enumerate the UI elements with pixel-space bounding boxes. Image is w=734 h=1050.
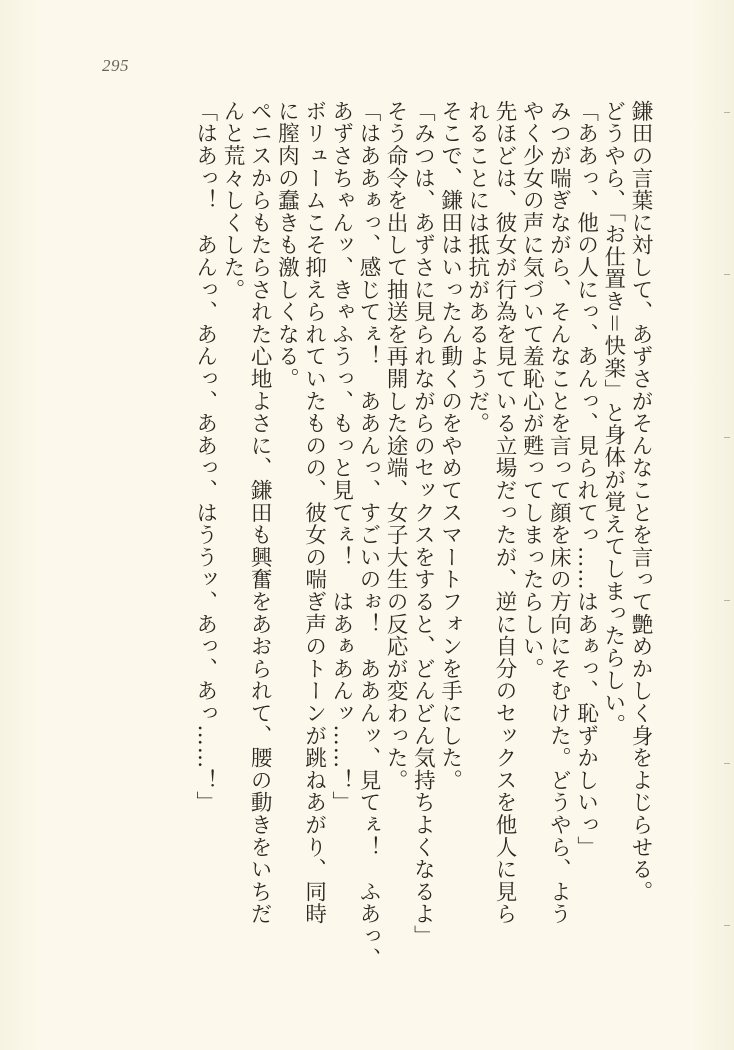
text-line: ボリュームこそ抑えられていたものの、彼女の喘ぎ声のトーンが跳ねあがり、同時 bbox=[301, 100, 327, 926]
text-line: そう命令を出して抽送を再開した途端、女子大生の反応が変わった。 bbox=[383, 100, 409, 792]
vertical-text-body bbox=[84, 100, 654, 1005]
page-edge-mark bbox=[724, 763, 730, 764]
text-line: んと荒々しくした。 bbox=[219, 100, 245, 301]
page-edge-mark bbox=[724, 600, 730, 601]
page-edge-mark bbox=[724, 274, 730, 275]
text-line: に膣肉の蠢きも激しくなる。 bbox=[274, 100, 300, 390]
text-line: 鎌田の言葉に対して、あずさがそんなことを言って艶めかしく身をよじらせる。 bbox=[628, 100, 653, 903]
text-line: 「ああっ、他の人にっ、あんっ、見られてっ……はあぁっ、恥ずかしいっ」 bbox=[573, 100, 599, 859]
text-line: れることには抵抗があるようだ。 bbox=[464, 100, 490, 435]
text-line: やく少女の声に気づいて羞恥心が甦ってしまったらしい。 bbox=[519, 100, 545, 680]
text-line: 「はあっ！ あんっ、あんっ、ああっ、はううッ、あっ、あっ……！」 bbox=[192, 100, 218, 814]
text-line: そこで、鎌田はいったん動くのをやめてスマートフォンを手にした。 bbox=[437, 100, 463, 792]
page-edge-mark bbox=[724, 437, 730, 438]
text-line: みつが喘ぎながら、そんなことを言って顔を床の方向にそむけた。どうやら、よう bbox=[546, 100, 572, 926]
text-line: ペニスからもたらされた心地よさに、鎌田も興奮をあおられて、腰の動きをいちだ bbox=[247, 100, 273, 926]
text-line: 「みつは、あずさに見られながらのセックスをすると、どんどん気持ちよくなるよ」 bbox=[410, 100, 436, 948]
page-edge-mark bbox=[724, 112, 730, 113]
page-number: 295 bbox=[102, 56, 129, 75]
text-line: 「はああぁっ、感じてぇ！ ああんっ、すごいのぉ！ ああんッ、見てぇ！ ふあっ、 bbox=[355, 100, 381, 970]
text-line: あずさちゃんッ、きゃふうっ、もっと見てぇ！ はあぁあんッ……！」 bbox=[328, 100, 354, 814]
text-line: どうやら、「お仕置き＝快楽」と身体が覚えてしまったらしい。 bbox=[600, 100, 626, 736]
text-line: 先ほどは、彼女が行為を見ている立場だったが、逆に自分のセックスを他人に見ら bbox=[491, 100, 517, 926]
page-edge-mark bbox=[724, 925, 730, 926]
